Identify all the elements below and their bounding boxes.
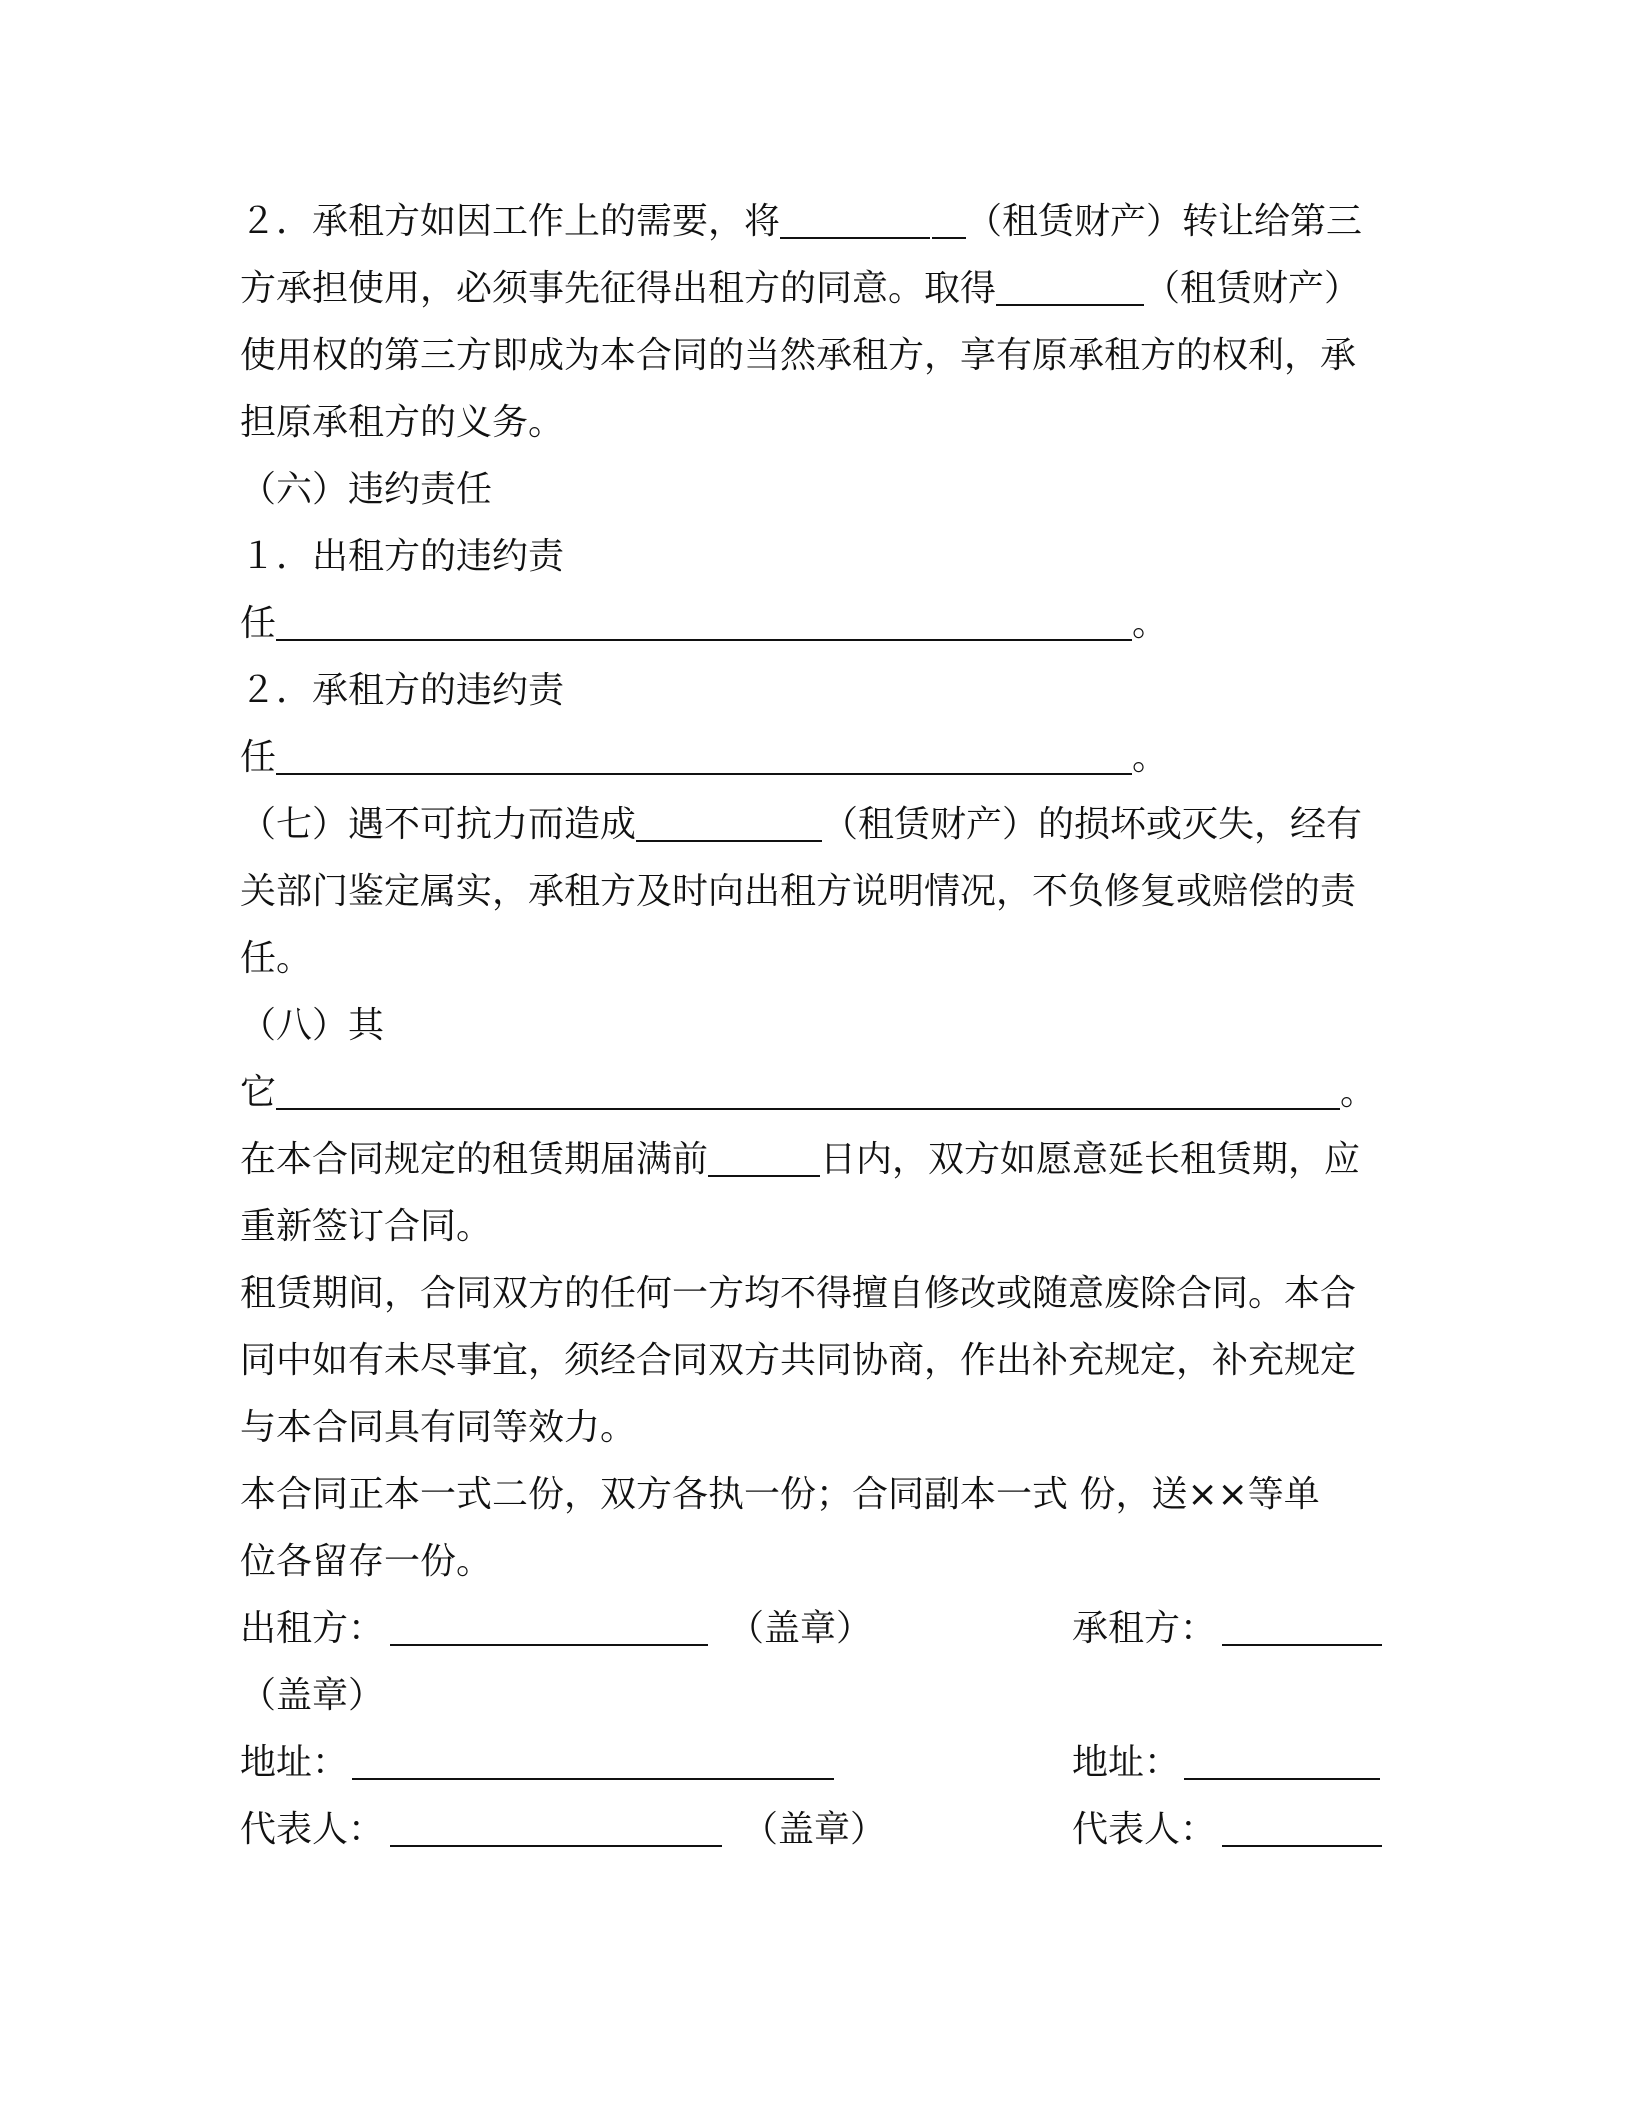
blank-field xyxy=(276,599,1132,641)
renewal-text-1b: 日内，双方如愿意延长租赁期，应 xyxy=(820,1139,1361,1180)
sublease-text-2a: 方承担使用，必须事先征得出租方的同意。取得 xyxy=(240,268,997,309)
force-majeure-text-1b: （租赁财产）的损坏或灭失，经有 xyxy=(822,804,1363,845)
renewal-line-1 xyxy=(240,1126,1388,1193)
force-majeure-line-3: 任。 xyxy=(240,938,313,979)
lessee-name-field xyxy=(1222,1604,1382,1646)
lessee-address xyxy=(1072,1729,1380,1796)
blank-field xyxy=(932,197,966,239)
force-majeure-line-1 xyxy=(240,791,1388,858)
period: 。 xyxy=(1132,737,1169,778)
sublease-line-2 xyxy=(240,255,1388,322)
copies-line-2: 位各留存一份。 xyxy=(240,1541,493,1582)
lessee-party xyxy=(1072,1595,1382,1662)
lessor-name-field xyxy=(390,1604,708,1646)
sublease-text-2b: （租赁财产） xyxy=(1144,268,1361,309)
lessee-representative xyxy=(1072,1796,1382,1863)
force-majeure-text-1a: （七）遇不可抗力而造成 xyxy=(240,804,637,845)
section-heading-other: （八）其 xyxy=(240,1005,385,1046)
period: 。 xyxy=(1132,603,1169,644)
lessee-address-label: 地址： xyxy=(1072,1742,1181,1783)
blank-field xyxy=(780,197,930,239)
blank-field xyxy=(708,1135,820,1177)
renewal-line-2: 重新签订合同。 xyxy=(240,1206,493,1247)
sublease-line-1 xyxy=(240,188,1388,255)
lessee-address-field xyxy=(1184,1738,1380,1780)
contract-body xyxy=(240,188,1388,1863)
blank-field xyxy=(276,1068,1340,1110)
lessee-liability-label: ２．承租方的违约责 xyxy=(240,670,565,711)
lessor-rep-label: 代表人： xyxy=(240,1809,385,1850)
lessor-liability-label: １．出租方的违约责 xyxy=(240,536,565,577)
copies-line-1: 本合同正本一式二份，双方各执一份；合同副本一式 份，送××等单 xyxy=(240,1474,1320,1515)
lessee-liability-label-end: 任 xyxy=(240,737,277,778)
lessee-rep-label: 代表人： xyxy=(1072,1809,1217,1850)
section-heading-breach: （六）违约责任 xyxy=(240,469,493,510)
sublease-text-1a: ２．承租方如因工作上的需要，将 xyxy=(240,201,781,242)
lessor-liability-label-end: 任 xyxy=(240,603,277,644)
lessor-seal: （盖章） xyxy=(728,1608,873,1649)
lessor-address-field xyxy=(352,1738,834,1780)
signature-row-representative xyxy=(240,1796,1388,1863)
sublease-line-3: 使用权的第三方即成为本合同的当然承租方，享有原承租方的权利，承 xyxy=(240,335,1357,376)
signature-row-party xyxy=(240,1595,1388,1662)
modification-line-3: 与本合同具有同等效力。 xyxy=(240,1407,637,1448)
lessor-rep-field xyxy=(390,1805,722,1847)
blank-field xyxy=(636,800,822,842)
period: 。 xyxy=(1340,1072,1377,1113)
lessor-address-label: 地址： xyxy=(240,1742,349,1783)
lessee-rep-field xyxy=(1222,1805,1382,1847)
signature-row-address xyxy=(240,1729,1388,1796)
sublease-line-4: 担原承租方的义务。 xyxy=(240,402,565,443)
lessor-label: 出租方： xyxy=(240,1608,385,1649)
blank-field xyxy=(996,264,1144,306)
lessee-label: 承租方： xyxy=(1072,1608,1217,1649)
other-label: 它 xyxy=(240,1072,277,1113)
blank-field xyxy=(276,733,1132,775)
lessee-seal-line: （盖章） xyxy=(240,1675,385,1716)
sublease-text-1b: （租赁财产）转让给第三 xyxy=(966,201,1363,242)
lessee-liability-line xyxy=(240,724,1388,791)
modification-line-2: 同中如有未尽事宜，须经合同双方共同协商，作出补充规定，补充规定 xyxy=(240,1340,1357,1381)
renewal-text-1a: 在本合同规定的租赁期届满前 xyxy=(240,1139,709,1180)
lessor-rep-seal: （盖章） xyxy=(742,1809,887,1850)
force-majeure-line-2: 关部门鉴定属实，承租方及时向出租方说明情况，不负修复或赔偿的责 xyxy=(240,871,1357,912)
lessor-liability-line xyxy=(240,590,1388,657)
modification-line-1: 租赁期间，合同双方的任何一方均不得擅自修改或随意废除合同。本合 xyxy=(240,1273,1357,1314)
other-line xyxy=(240,1059,1388,1126)
